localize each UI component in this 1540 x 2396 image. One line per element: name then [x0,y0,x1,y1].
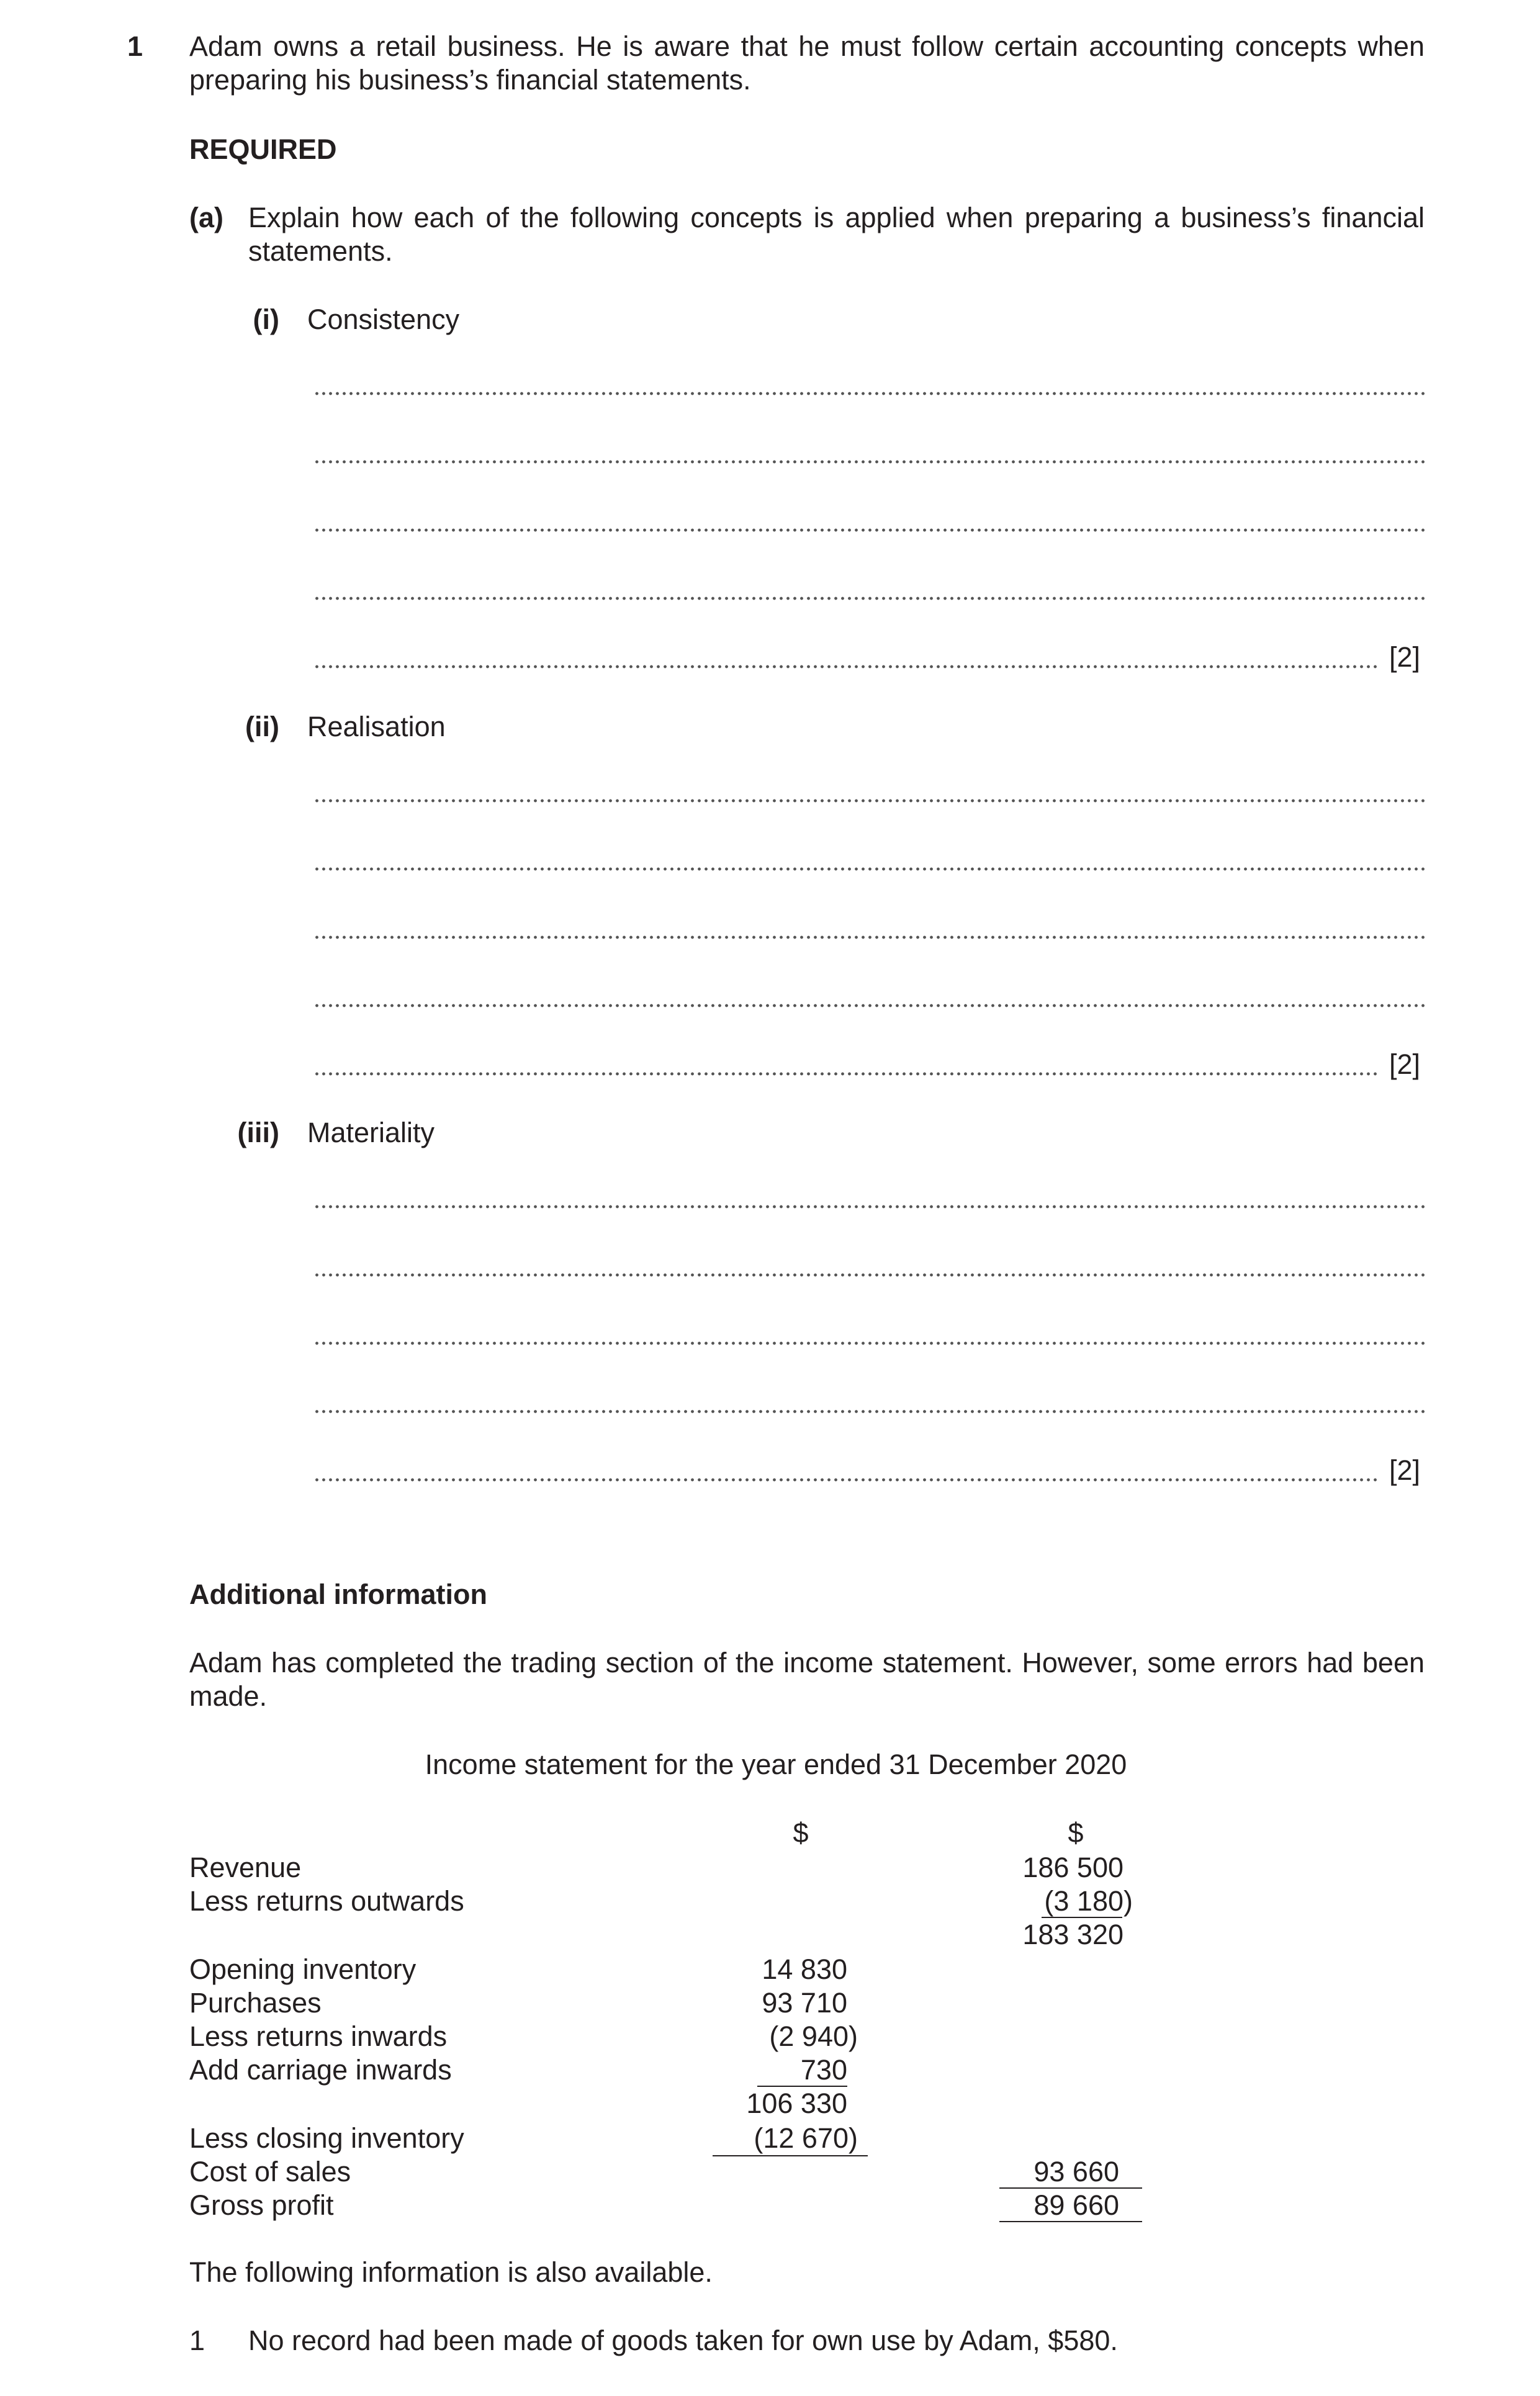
answer-line[interactable] [313,390,1425,397]
row-label: Cost of sales [189,2156,351,2187]
row-label: Opening inventory [189,1953,417,1985]
row-value-col2: 186 500 [1022,1852,1123,1883]
part-a-label: (a) [189,202,223,233]
answer-line[interactable] [313,663,1378,670]
subpart-i-title: Consistency [307,304,460,335]
row-value-col1: 106 330 [746,2087,847,2119]
question-intro: Adam owns a retail business. He is aware that he must follow certain accounting concepts when preparing his business’s financial statements. [189,30,1425,96]
marks-label: [2] [1389,1048,1421,1080]
answer-line[interactable] [313,1002,1425,1009]
subpart-ii-label: (ii) [245,711,279,742]
total-rule [713,2155,868,2156]
row-value-col2: 93 660 [1033,2156,1119,2187]
row-label: Purchases [189,1987,322,2019]
row-value-col2: (3 180) [1044,1885,1133,1917]
answer-line[interactable] [313,526,1425,534]
answer-line[interactable] [313,1070,1378,1078]
subpart-i-label: (i) [253,304,279,335]
row-value-col1: 730 [800,2054,847,2086]
row-value-col1: 93 710 [762,1987,847,2019]
marks-label: [2] [1389,641,1421,673]
row-value-col2: 89 660 [1033,2189,1119,2221]
row-value-col1: (12 670) [754,2122,858,2154]
answer-line[interactable] [313,865,1425,873]
additional-text: Adam has completed the trading section of the income statement. However, some errors had been made. [189,1647,1425,1712]
required-label: REQUIRED [189,133,337,165]
answer-line[interactable] [313,458,1425,466]
statement-title: Income statement for the year ended 31 December 2020 [425,1749,1127,1780]
list-item-number: 1 [189,2325,205,2356]
answer-line[interactable] [313,1271,1425,1279]
answer-line[interactable] [313,1408,1425,1415]
additional-heading: Additional information [189,1579,487,1610]
row-label: Add carriage inwards [189,2054,452,2086]
row-label: Less closing inventory [189,2122,464,2154]
row-label: Revenue [189,1852,302,1883]
column-header-2: $ [1068,1817,1084,1849]
answer-line[interactable] [313,1340,1425,1347]
answer-line[interactable] [313,1476,1378,1484]
subpart-ii-title: Realisation [307,711,446,742]
row-label: Less returns outwards [189,1885,464,1917]
subpart-iii-label: (iii) [237,1117,279,1148]
column-header-1: $ [793,1817,809,1849]
total-rule [999,2221,1142,2222]
row-label: Gross profit [189,2189,334,2221]
list-item-text: No record had been made of goods taken for own use by Adam, $580. [248,2325,1118,2356]
marks-label: [2] [1389,1454,1421,1486]
part-a-text: Explain how each of the following concepts is applied when preparing a business’s financial statements. [248,202,1425,267]
answer-line[interactable] [313,1203,1425,1210]
answer-line[interactable] [313,595,1425,602]
answer-line[interactable] [313,934,1425,941]
row-value-col2: 183 320 [1022,1919,1123,1950]
row-value-col1: 14 830 [762,1953,847,1985]
row-value-col1: (2 940) [769,2020,858,2052]
answer-line[interactable] [313,797,1425,804]
row-label: Less returns inwards [189,2020,448,2052]
question-number: 1 [127,30,143,62]
subpart-iii-title: Materiality [307,1117,435,1148]
following-intro: The following information is also available. [189,2256,713,2288]
